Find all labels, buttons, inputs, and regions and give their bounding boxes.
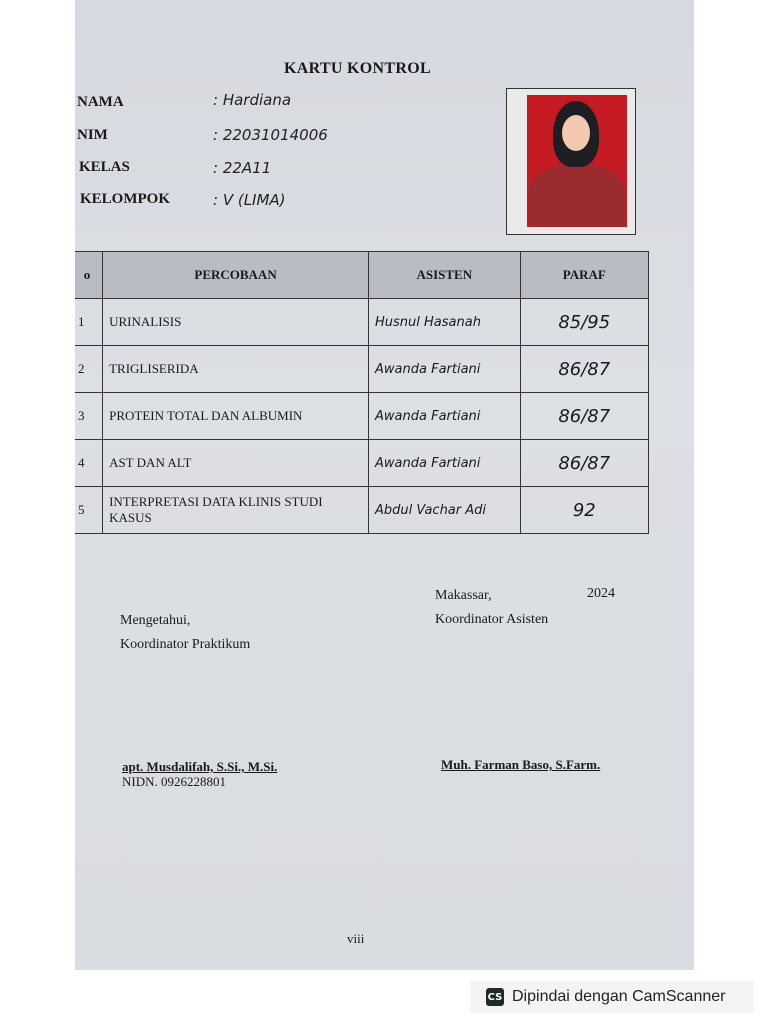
paraf-score: 92 [520, 487, 648, 534]
paraf-score: 86/87 [520, 393, 648, 440]
scanned-page [75, 0, 694, 970]
control-table [75, 251, 649, 534]
asisten-signature: Abdul Vachar Adi [369, 487, 521, 534]
koordinator-praktikum-text: Koordinator Praktikum [120, 637, 251, 652]
kelas-label: KELAS [79, 159, 130, 175]
nama-label: NAMA [77, 94, 124, 110]
asisten-signature: Awanda Fartiani [369, 440, 521, 487]
camscanner-text: Dipindai dengan CamScanner [512, 988, 726, 1005]
year-text: 2024 [587, 586, 615, 601]
left-signatory-name: apt. Musdalifah, S.Si., M.Si. [122, 759, 278, 774]
nama-value: : Hardiana [213, 91, 292, 109]
table-row: 3 PROTEIN TOTAL DAN ALBUMIN Awanda Fartiani 86/87 [75, 393, 649, 440]
nim-label: NIM [77, 127, 108, 143]
header-paraf: PARAF [520, 252, 648, 299]
asisten-signature: Husnul Hasanah [369, 299, 521, 346]
kelompok-label: KELOMPOK [80, 191, 170, 207]
student-photo [527, 95, 627, 227]
mengetahui-text: Mengetahui, [120, 613, 191, 628]
header-percobaan: PERCOBAAN [103, 252, 369, 299]
header-asisten: ASISTEN [369, 252, 521, 299]
paraf-score: 86/87 [520, 346, 648, 393]
table-row: 2 TRIGLISERIDA Awanda Fartiani 86/87 [75, 346, 649, 393]
right-signatory-name: Muh. Farman Baso, S.Farm. [441, 757, 601, 772]
paraf-score: 85/95 [520, 299, 648, 346]
table-row: 5 INTERPRETASI DATA KLINIS STUDI KASUS Abdul Vachar Adi 92 [75, 487, 649, 534]
table-header-row [75, 252, 649, 299]
asisten-signature: Awanda Fartiani [369, 346, 521, 393]
camscanner-logo-icon: CS [486, 988, 504, 1006]
table-row: 4 AST DAN ALT Awanda Fartiani 86/87 [75, 440, 649, 487]
nim-value: : 22031014006 [213, 126, 328, 144]
koordinator-asisten-text: Koordinator Asisten [435, 612, 549, 627]
kelompok-value: : V (LIMA) [213, 191, 286, 209]
camscanner-badge [470, 981, 754, 1013]
paraf-score: 86/87 [520, 440, 648, 487]
student-photo-frame [506, 88, 636, 235]
asisten-signature: Awanda Fartiani [369, 393, 521, 440]
page-number: viii [347, 931, 365, 946]
place-text: Makassar, [435, 588, 492, 603]
table-row: 1 URINALISIS Husnul Hasanah 85/95 [75, 299, 649, 346]
left-signatory-nidn: NIDN. 0926228801 [122, 774, 226, 789]
kelas-value: : 22A11 [213, 159, 272, 177]
document-title: KARTU KONTROL [284, 60, 431, 77]
header-no: o [75, 252, 103, 299]
